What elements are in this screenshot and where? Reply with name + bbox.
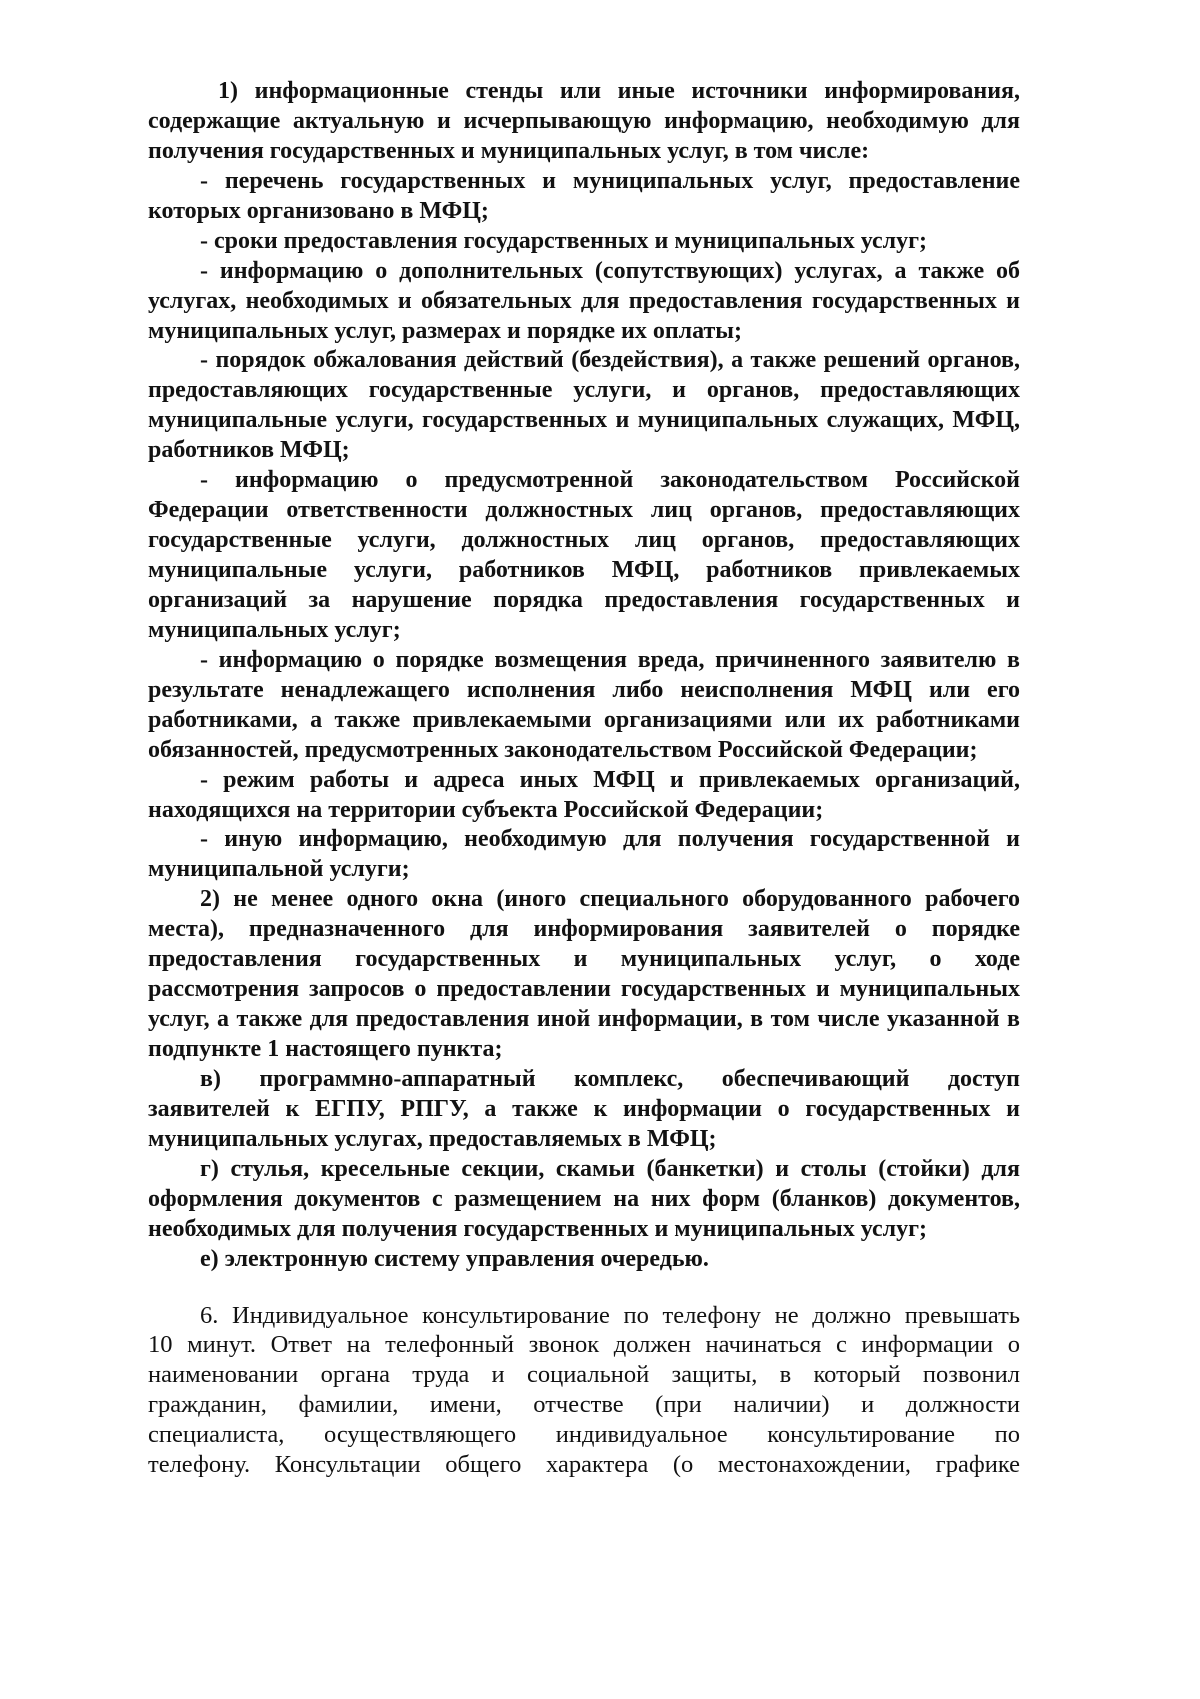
text-line: 2) не менее одного окна (иного специального оборудованного рабочего bbox=[200, 886, 1020, 913]
paragraph bbox=[148, 885, 1020, 1065]
text-line: обязанностей, предусмотренных законодательством Российской Федерации; bbox=[148, 736, 978, 763]
paragraph bbox=[148, 1245, 1020, 1275]
text-line: необходимых для получения государственных и муниципальных услуг; bbox=[148, 1215, 927, 1242]
text-line: работников МФЦ; bbox=[148, 437, 350, 464]
text-line: наименовании органа труда и социальной защиты, в который позвонил bbox=[148, 1361, 1020, 1389]
paragraph bbox=[148, 167, 1020, 227]
text-line: 6. Индивидуальное консультирование по телефону не должно превышать bbox=[200, 1301, 1020, 1329]
section-6-block bbox=[148, 1301, 1020, 1481]
text-line: находящихся на территории субъекта Российской Федерации; bbox=[148, 796, 824, 823]
text-line: в) программно-аппаратный комплекс, обеспечивающий доступ bbox=[200, 1065, 1020, 1092]
text-line: муниципальных услуг, размерах и порядке их оплаты; bbox=[148, 317, 743, 344]
text-line: - информацию о предусмотренной законодательством Российской bbox=[200, 467, 1020, 494]
text-line: заявителей к ЕГПУ, РПГУ, а также к информации о государственных и bbox=[148, 1095, 1020, 1122]
text-line: 10 минут. Ответ на телефонный звонок должен начинаться с информации о bbox=[148, 1331, 1020, 1359]
paragraph bbox=[148, 825, 1020, 885]
text-line: г) стулья, кресельные секции, скамьи (банкетки) и столы (стойки) для bbox=[200, 1155, 1020, 1182]
paragraph bbox=[148, 346, 1020, 466]
text-line: - иную информацию, необходимую для получения государственной и bbox=[200, 826, 1020, 853]
text-line: места), предназначенного для информирования заявителей о порядке bbox=[148, 916, 1020, 943]
text-line: содержащие актуальную и исчерпывающую информацию, необходимую для bbox=[148, 107, 1020, 134]
text-line: - перечень государственных и муниципальных услуг, предоставление bbox=[200, 167, 1020, 194]
text-line: рассмотрения запросов о предоставлении государственных и муниципальных bbox=[148, 976, 1020, 1003]
text-line: телефону. Консультации общего характера (о местонахождении, графике bbox=[148, 1451, 1020, 1479]
text-line: работниками, а также привлекаемыми организациями или их работниками bbox=[148, 706, 1020, 733]
paragraph bbox=[148, 257, 1020, 347]
paragraph bbox=[148, 1065, 1020, 1155]
text-line: государственные услуги, должностных лиц органов, предоставляющих bbox=[148, 527, 1020, 554]
paragraph bbox=[148, 646, 1020, 766]
text-line: - порядок обжалования действий (бездействия), а также решений органов, bbox=[200, 347, 1020, 374]
text-line: муниципальной услуги; bbox=[148, 856, 410, 883]
text-line: организаций за нарушение порядка предоставления государственных и bbox=[148, 586, 1020, 613]
document-text-area bbox=[148, 77, 1020, 1480]
paragraph bbox=[148, 77, 1020, 167]
text-line: предоставления государственных и муниципальных услуг, о ходе bbox=[148, 946, 1020, 973]
text-line: муниципальные услуги, государственных и муниципальных служащих, МФЦ, bbox=[148, 407, 1020, 434]
paragraph bbox=[148, 766, 1020, 826]
text-line: е) электронную систему управления очередью. bbox=[200, 1245, 709, 1272]
text-line: предоставляющих государственные услуги, и органов, предоставляющих bbox=[148, 377, 1020, 404]
text-line: гражданин, фамилии, имени, отчестве (при наличии) и должности bbox=[148, 1391, 1020, 1419]
text-line: услуг, а также для предоставления иной информации, в том числе указанной в bbox=[148, 1006, 1020, 1033]
text-line: услугах, необходимых и обязательных для предоставления государственных и bbox=[148, 287, 1020, 314]
text-line: специалиста, осуществляющего индивидуальное консультирование по bbox=[148, 1421, 1020, 1449]
text-line: оформления документов с размещением на них форм (бланков) документов, bbox=[148, 1185, 1020, 1212]
text-line: муниципальных услугах, предоставляемых в МФЦ; bbox=[148, 1125, 717, 1152]
paragraph bbox=[148, 466, 1020, 646]
text-line: результате ненадлежащего исполнения либо неисполнения МФЦ или его bbox=[148, 676, 1020, 703]
text-line: - информацию о порядке возмещения вреда, причиненного заявителю в bbox=[200, 646, 1020, 673]
text-line: Федерации ответственности должностных лиц органов, предоставляющих bbox=[148, 497, 1020, 524]
text-line: муниципальные услуги, работников МФЦ, работников привлекаемых bbox=[148, 557, 1020, 583]
text-line: - режим работы и адреса иных МФЦ и привлекаемых организаций, bbox=[200, 766, 1020, 793]
paragraph bbox=[148, 1301, 1020, 1481]
text-line: - сроки предоставления государственных и муниципальных услуг; bbox=[200, 227, 928, 254]
text-line: подпункте 1 настоящего пункта; bbox=[148, 1036, 503, 1062]
text-line: - информацию о дополнительных (сопутствующих) услугах, а также об bbox=[200, 257, 1020, 284]
paragraph bbox=[148, 227, 1020, 257]
list-block bbox=[148, 77, 1020, 1275]
text-line: получения государственных и муниципальных услуг, в том числе: bbox=[148, 137, 870, 164]
text-line: муниципальных услуг; bbox=[148, 616, 401, 643]
text-line: которых организовано в МФЦ; bbox=[148, 197, 489, 224]
text-line: 1) информационные стенды или иные источники информирования, bbox=[218, 78, 1020, 104]
paragraph bbox=[148, 1155, 1020, 1245]
